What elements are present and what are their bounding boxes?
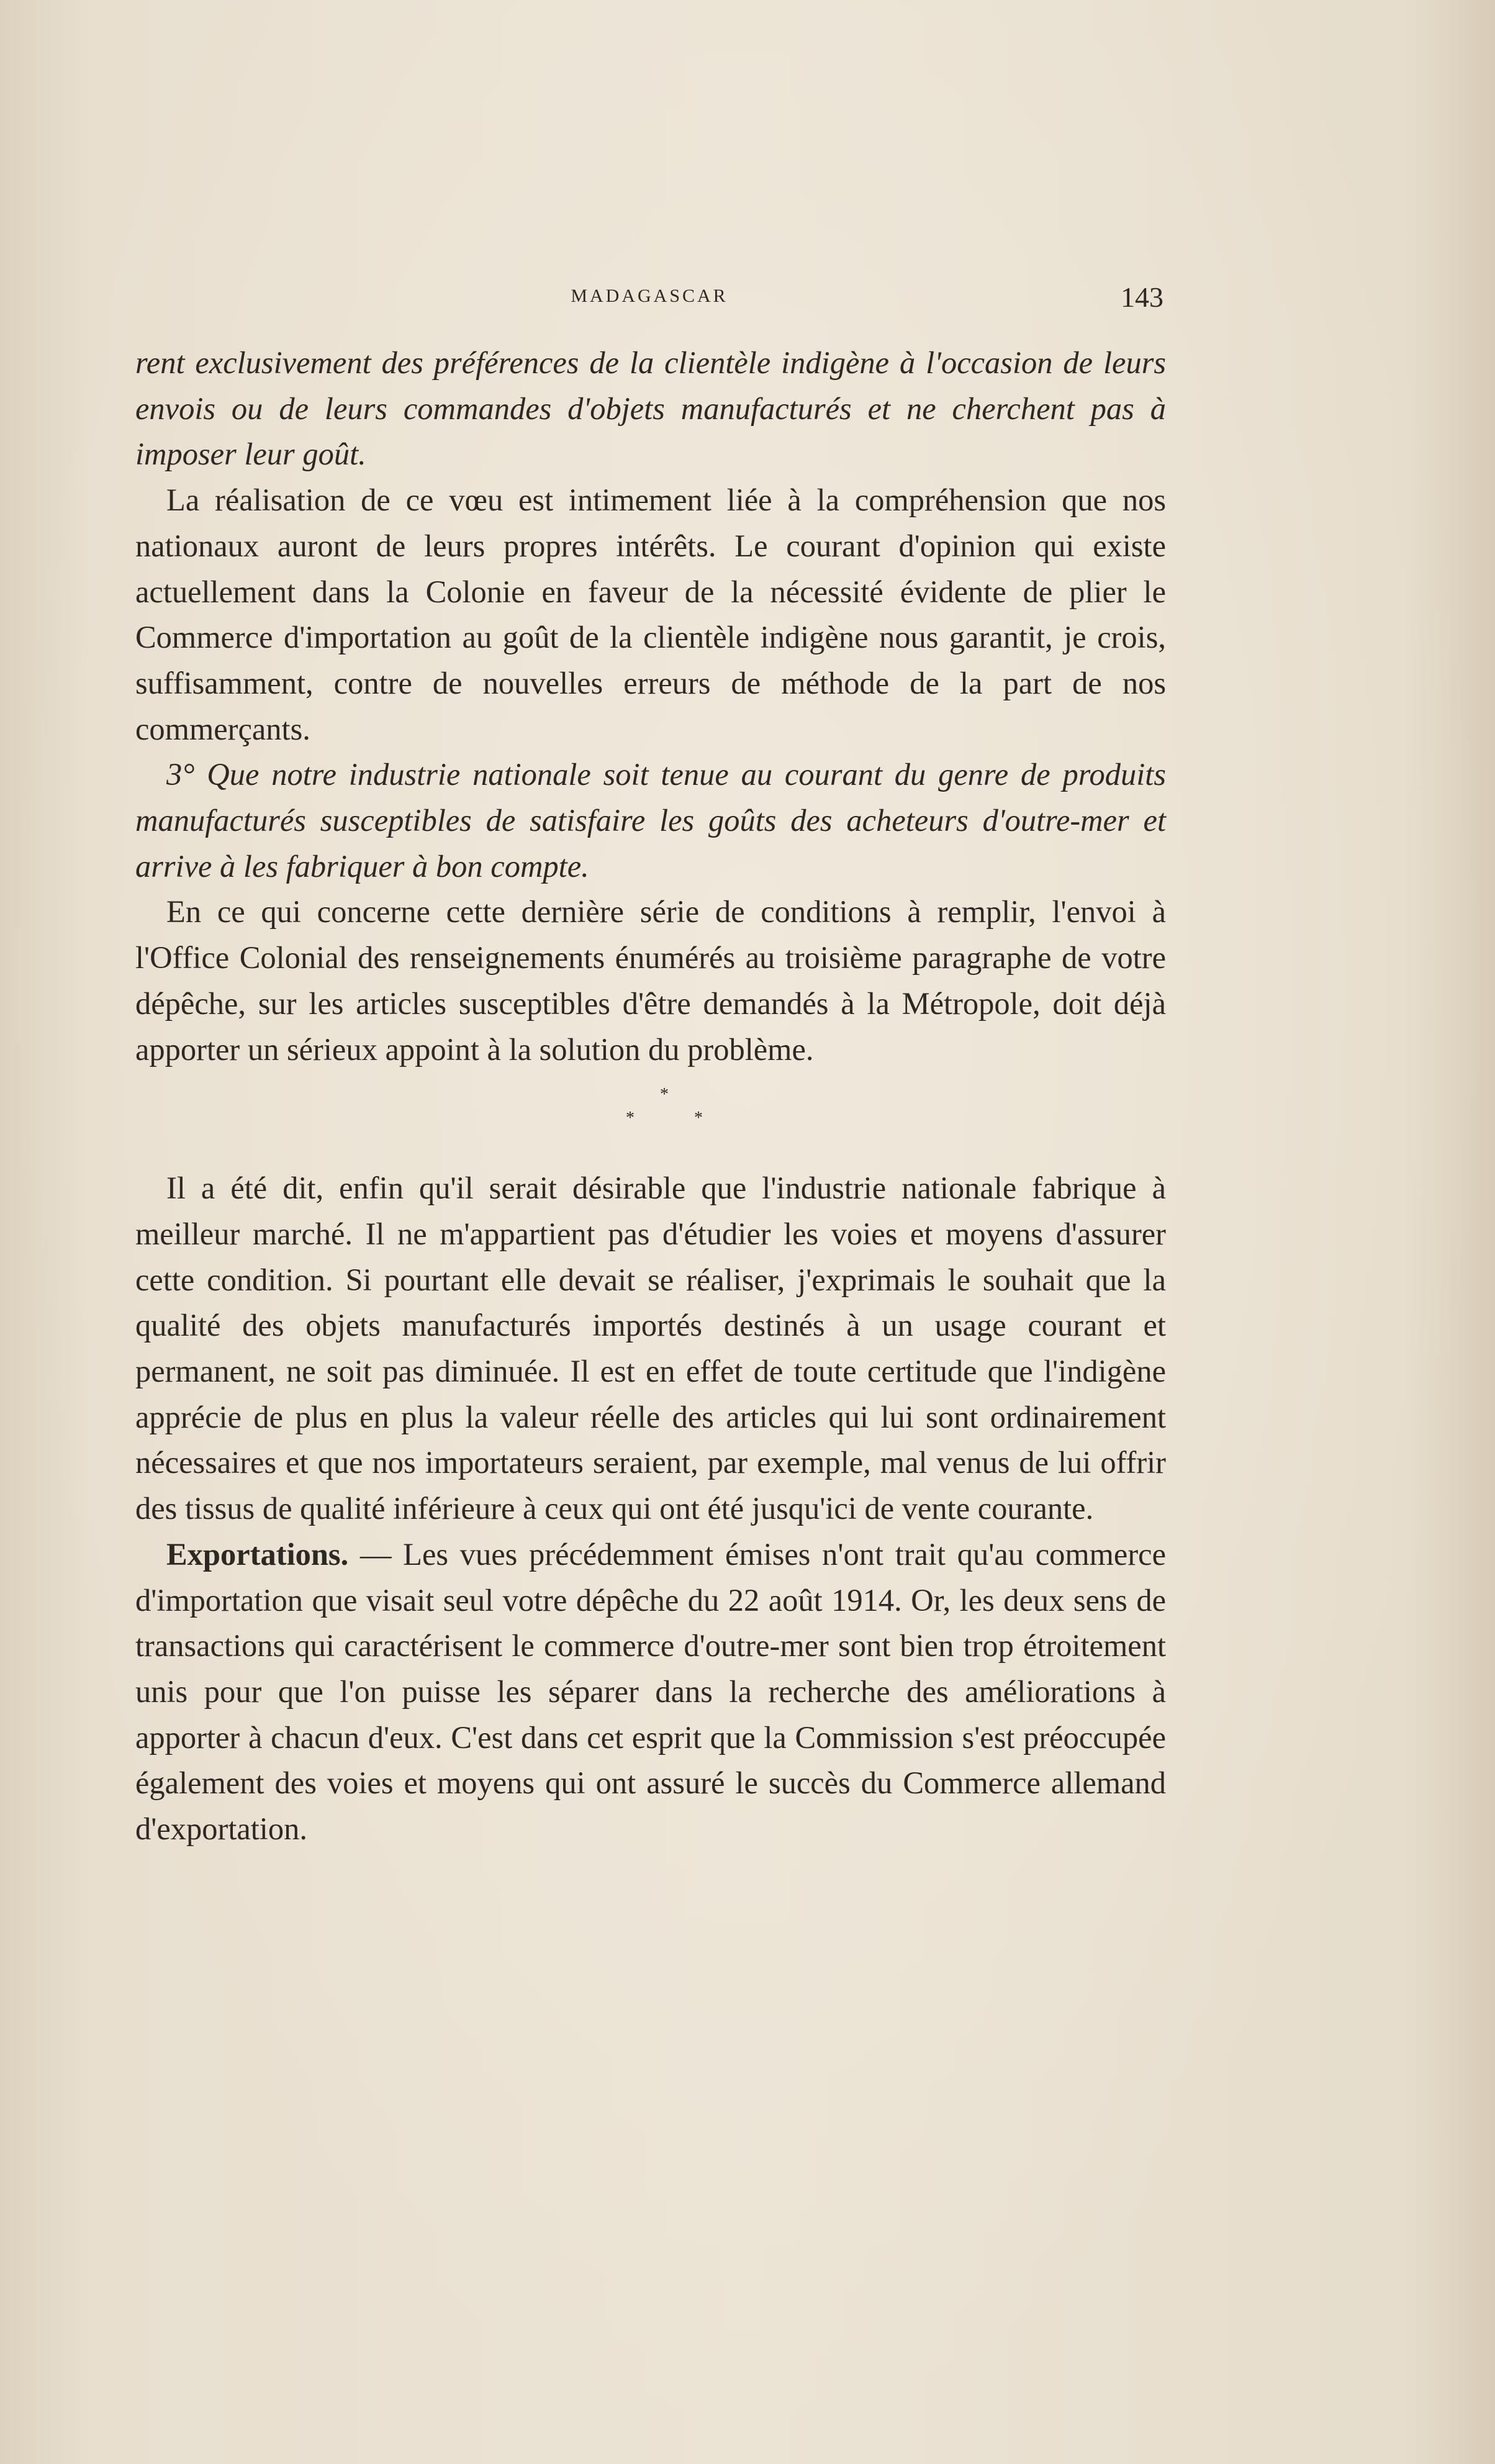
- page-header: [135, 281, 1163, 312]
- page-number: 143: [1121, 281, 1163, 313]
- asterism-star: *: [694, 1108, 703, 1128]
- asterism-separator: [135, 1072, 1166, 1166]
- paragraph: Il a été dit, enfin qu'il serait désirable que l'industrie nationale fabrique à meilleur marché. Il ne m'appartient pas d'étudier les voies et moyens d'assurer cette condition. Si pourtant elle devait se réaliser, j'exprimais le souhait que la qualité des objets manufacturés importés destinés à un usage courant et permanent, ne soit pas diminuée. Il est en effet de toute certitude que l'indigène apprécie de plus en plus la valeur réelle des articles qui lui sont ordinairement nécessaires et que nos importateurs seraient, par exemple, mal venus de lui offrir des tissus de qualité inférieure à ceux qui ont été jusqu'ici de vente courante.: [135, 1171, 1166, 1526]
- paragraph: La réalisation de ce vœu est intimement liée à la compréhension que nos nationaux auront de leurs propres intérêts. Le courant d'opinion qui existe actuellement dans la Colonie en faveur de la nécessité évidente de plier le Commerce d'importation au goût de la clientèle indigène nous garantit, je crois, suffisamment, contre de nouvelles erreurs de méthode de la part de nos commerçants.: [135, 482, 1166, 746]
- section-heading-exportations: Exportations.: [166, 1536, 349, 1572]
- paragraph-continued: rent exclusivement des préférences de la clientèle indigène à l'occasion de leurs envois ou de leurs commandes d'objets manufacturés et ne cherchent pas à imposer leur goût.: [135, 345, 1166, 472]
- running-title: MADAGASCAR: [571, 286, 728, 306]
- asterism-star: *: [660, 1085, 669, 1105]
- body-text: [135, 340, 1166, 1852]
- paragraph-exportations-text: — Les vues précédemment émises n'ont trait qu'au commerce d'importation que visait seul votre dépêche du 22 août 1914. Or, les deux sens de transactions qui caractérisent le commerce d'outre-mer sont bien trop étroitement unis pour que l'on puisse les séparer dans la recherche des améliorations à apporter à chacun d'eux. C'est dans cet esprit que la Commission s'est préoccupée également des voies et moyens qui ont assuré le succès du Commerce allemand d'exportation.: [135, 1536, 1166, 1847]
- paragraph: En ce qui concerne cette dernière série de conditions à remplir, l'envoi à l'Office Colonial des renseignements énumérés au troisième paragraphe de votre dépêche, sur les articles susceptibles d'être demandés à la Métropole, doit déjà apporter un sérieux appoint à la solution du problème.: [135, 894, 1166, 1067]
- asterism-star: *: [626, 1108, 635, 1128]
- paragraph-condition-3: 3° Que notre industrie nationale soit tenue au courant du genre de produits manufacturés susceptibles de satisfaire les goûts des acheteurs d'outre-mer et arrive à les fabriquer à bon compte.: [135, 757, 1166, 884]
- paragraph-exportations: [135, 1532, 1166, 1852]
